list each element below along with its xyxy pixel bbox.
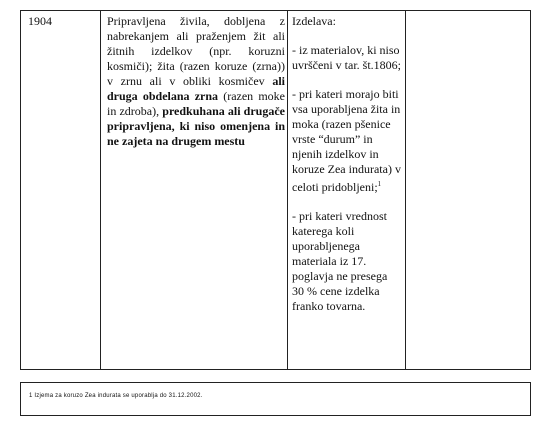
column-divider-1 <box>100 11 101 369</box>
rule-item-3: - pri kateri vrednost katerega koli uporabljenega materiala iz 17. poglavja ne presega 30 % cene izdelka franko tovarna. <box>292 209 388 313</box>
description-part-1: Pripravljena živila, dobljena z nabrekanjem ali praženjem žit ali žitnih izdelkov (npr. koruzni kosmiči); žita (razen koruze (zrna)) v zrnu ali v obliki kosmičev <box>107 14 285 88</box>
rule-item-1: - iz materialov, ki niso uvrščeni v tar. št.1806; <box>292 43 401 72</box>
working-rule <box>292 14 402 328</box>
footnote-box <box>20 382 531 416</box>
rule-item-2 <box>292 87 402 195</box>
column-divider-2 <box>287 11 288 369</box>
description-part-2: ali druga obdelana zrna <box>107 74 285 103</box>
tariff-code: 1904 <box>28 14 52 28</box>
description-part-3: (razen moke in zdroba), <box>107 89 286 118</box>
product-description <box>107 14 285 149</box>
tariff-table <box>20 10 531 370</box>
description-part-4: predkuhana ali drugače pripravljena, ki niso omenjena in ne zajeta na drugem mestu <box>107 104 286 148</box>
column-divider-3 <box>405 11 406 369</box>
rule-heading: Izdelava: <box>292 14 336 28</box>
footnote-marker: 1 <box>377 180 382 188</box>
footnote-text: 1 Izjema za koruzo Zea indurata se uporablja do 31.12.2002. <box>29 393 203 399</box>
rule-item-2-text: - pri kateri morajo biti vsa uporabljena žita in moka (razen pšenice vrste “durum” in njenih izdelkov in koruze Zea indurata) v celoti pridobljeni; <box>292 87 401 194</box>
